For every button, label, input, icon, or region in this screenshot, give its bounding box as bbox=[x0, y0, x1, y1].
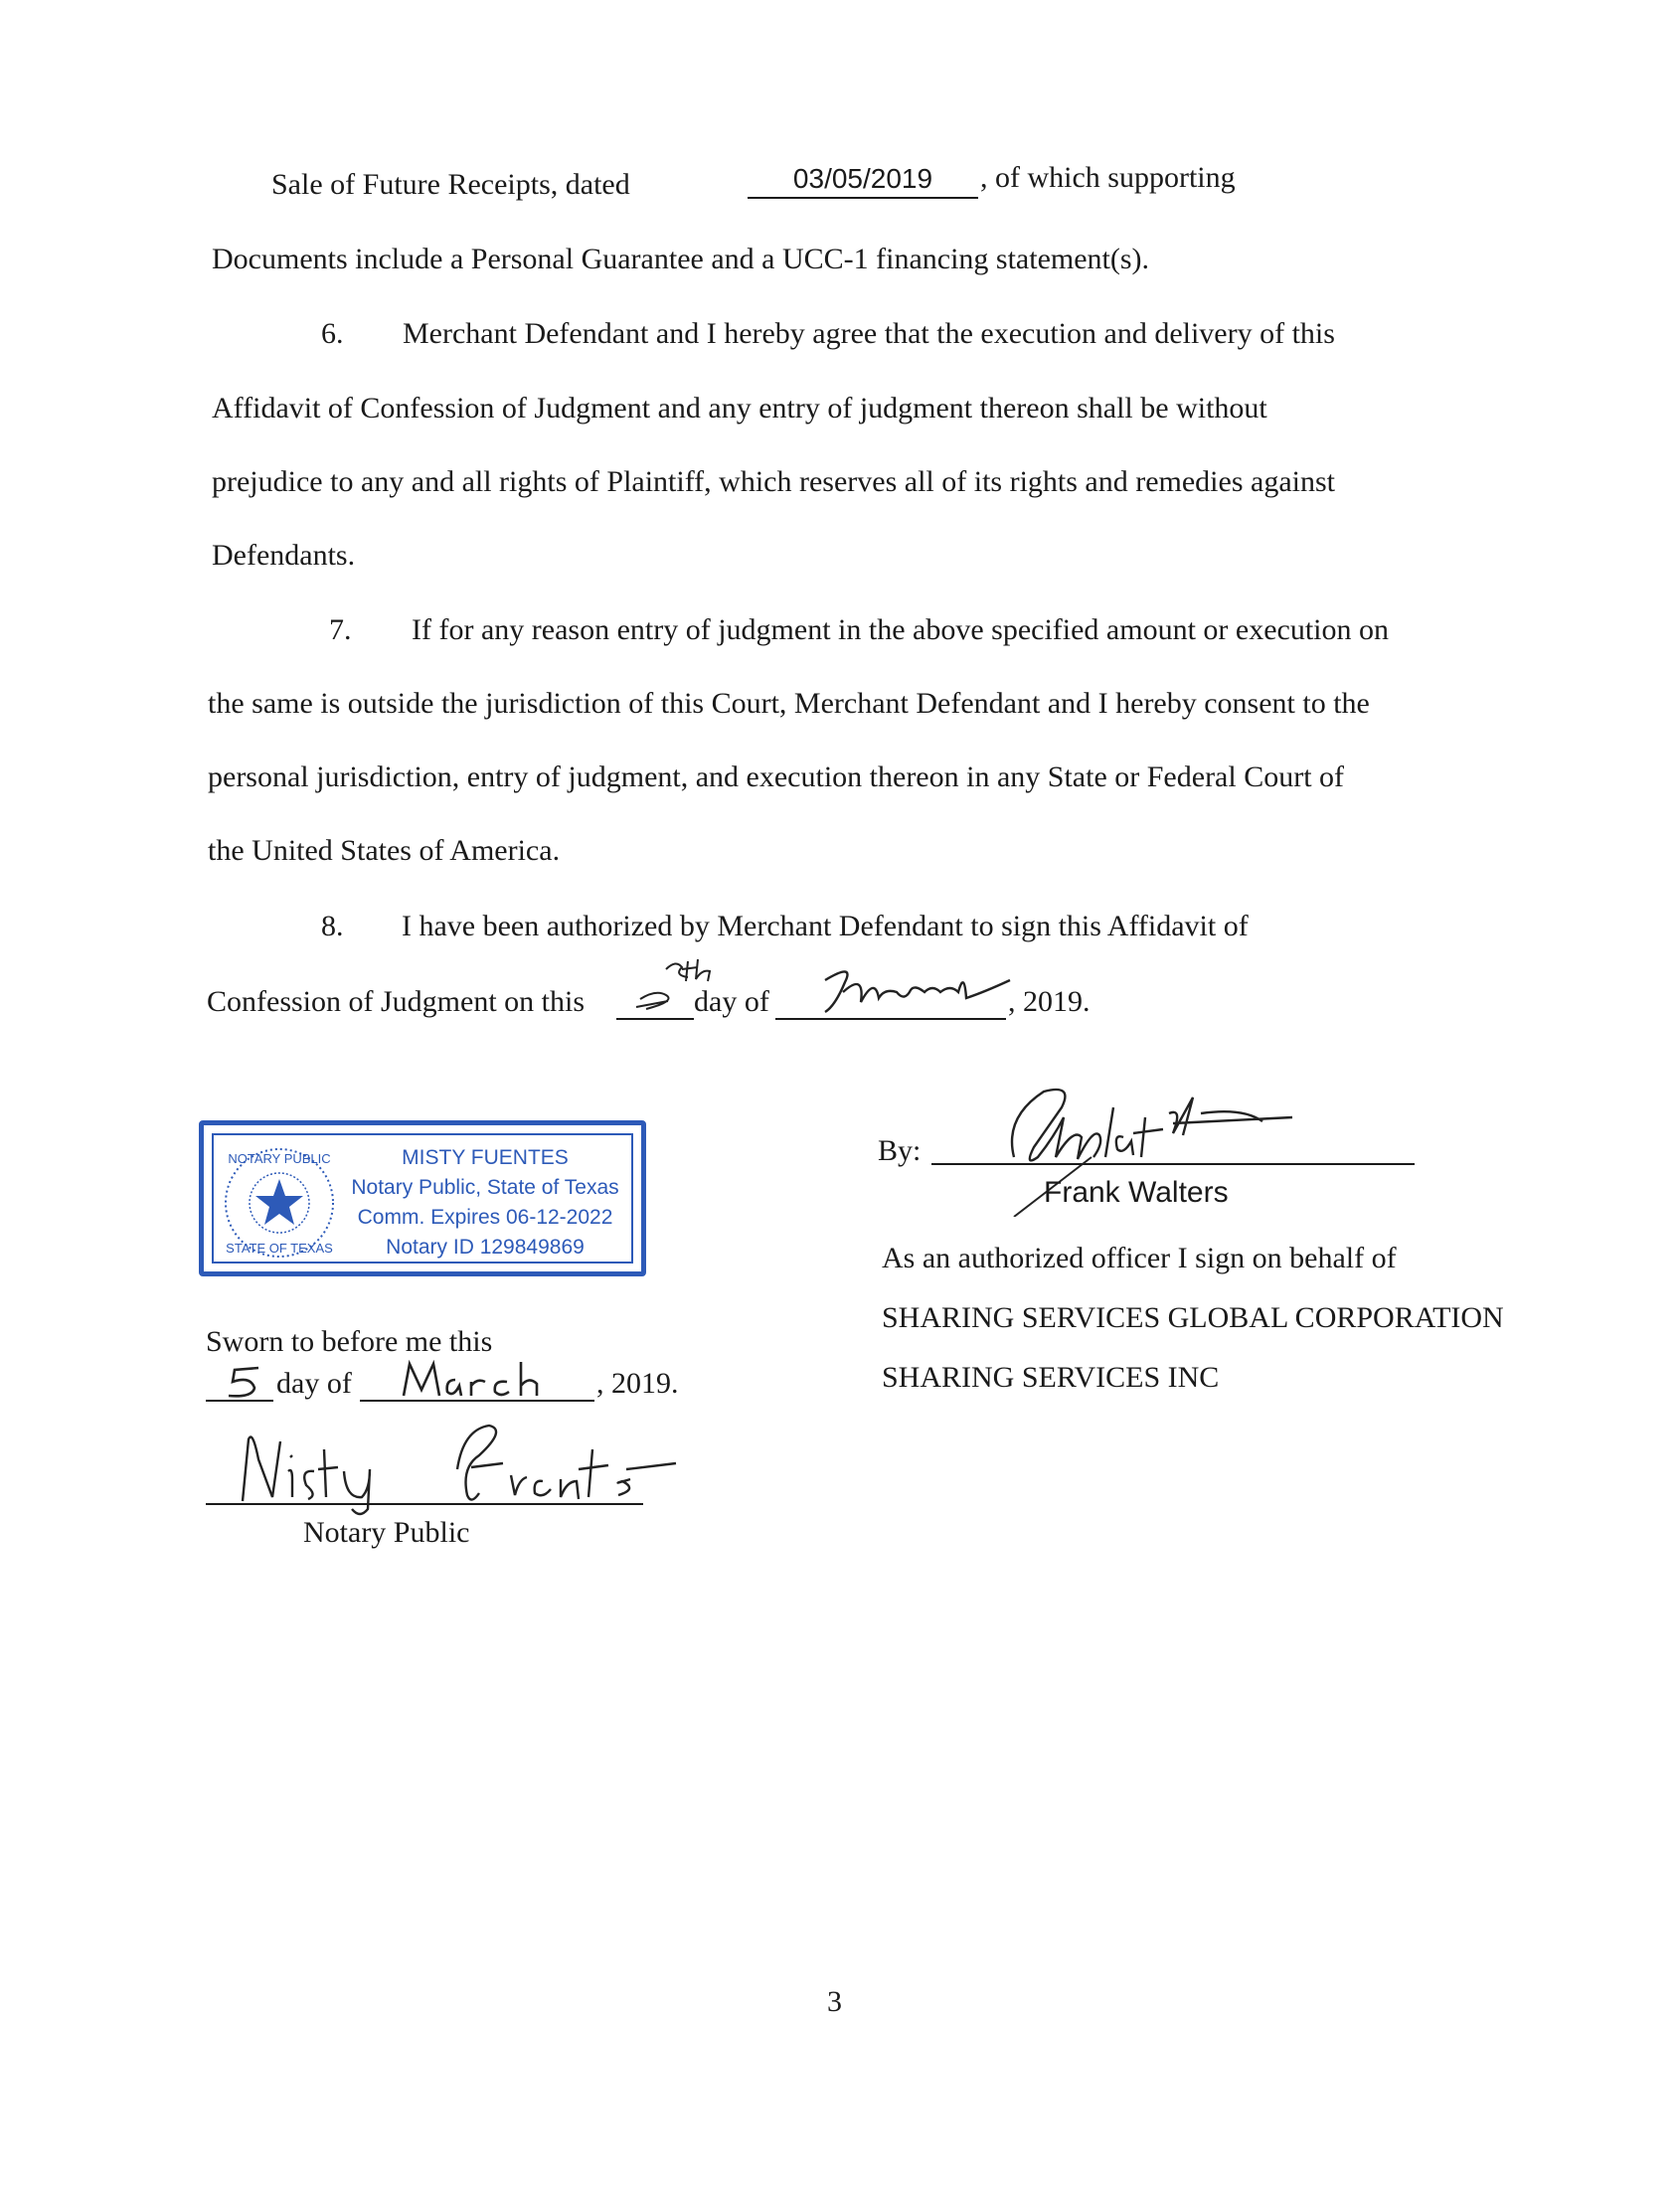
handwritten-month-march bbox=[815, 962, 1034, 1022]
handwritten-day-5th bbox=[626, 949, 736, 1019]
sworn-day-mid: day of bbox=[276, 1367, 352, 1400]
para8-line2-mid: day of bbox=[694, 985, 769, 1018]
para8-line1: I have been authorized by Merchant Defendant to sign this Affidavit of bbox=[402, 910, 1249, 942]
sworn-suffix: , 2019. bbox=[596, 1367, 679, 1400]
by-label: By: bbox=[878, 1134, 922, 1167]
para8-line2-prefix: Confession of Judgment on this bbox=[207, 985, 585, 1018]
dated-value: 03/05/2019 bbox=[792, 163, 933, 194]
para5-line1 bbox=[271, 167, 630, 203]
para7-line1: If for any reason entry of judgment in the above specified amount or execution on bbox=[412, 613, 1390, 646]
notary-name: MISTY FUENTES bbox=[402, 1146, 569, 1169]
para6-number: 6. bbox=[321, 317, 344, 350]
para7-line4: the United States of America. bbox=[208, 834, 561, 867]
notary-stamp-text bbox=[343, 1143, 627, 1263]
signer-company1: SHARING SERVICES GLOBAL CORPORATION bbox=[882, 1301, 1504, 1334]
para8-number: 8. bbox=[321, 910, 344, 942]
notary-public-label: Notary Public bbox=[303, 1516, 470, 1549]
para7-line2: the same is outside the jurisdiction of this Court, Merchant Defendant and I hereby consent to the bbox=[208, 687, 1370, 720]
para5-prefix: Sale of Future Receipts, dated bbox=[271, 168, 630, 201]
para6-line1: Merchant Defendant and I hereby agree that the execution and delivery of this bbox=[403, 317, 1335, 350]
notary-signature-line bbox=[206, 1503, 643, 1505]
para6-line3: prejudice to any and all rights of Plaintiff, which reserves all of its rights and remedies against bbox=[212, 465, 1335, 498]
notary-title: Notary Public, State of Texas bbox=[351, 1176, 619, 1199]
para5-suffix: , of which supporting bbox=[980, 161, 1236, 194]
page-number: 3 bbox=[827, 1985, 842, 2018]
para8-line2-suffix: , 2019. bbox=[1008, 985, 1091, 1018]
para7-line3: personal jurisdiction, entry of judgment, and execution thereon in any State or Federal Court of bbox=[208, 760, 1345, 793]
signer-name: Frank Walters bbox=[1044, 1176, 1229, 1209]
dated-field bbox=[748, 161, 978, 199]
notary-seal-star-icon bbox=[220, 1143, 339, 1263]
notary-stamp-frame bbox=[212, 1133, 633, 1264]
signer-line1: As an authorized officer I sign on behalf of bbox=[882, 1242, 1397, 1274]
para6-line4: Defendants. bbox=[212, 539, 356, 572]
handwritten-sworn-day-5 bbox=[221, 1362, 270, 1402]
handwritten-sworn-month-march bbox=[400, 1358, 579, 1402]
signer-company2: SHARING SERVICES INC bbox=[882, 1361, 1220, 1394]
seal-bottom-text: STATE OF TEXAS bbox=[226, 1241, 333, 1256]
seal-top-text: NOTARY PUBLIC bbox=[228, 1151, 331, 1166]
notary-id: Notary ID 129849869 bbox=[386, 1236, 585, 1259]
sworn-line1: Sworn to before me this bbox=[206, 1325, 493, 1358]
para6-line2: Affidavit of Confession of Judgment and any entry of judgment thereon shall be without bbox=[212, 392, 1267, 424]
para7-number: 7. bbox=[329, 613, 352, 646]
para5-line2: Documents include a Personal Guarantee and a UCC-1 financing statement(s). bbox=[212, 243, 1150, 275]
notary-stamp bbox=[199, 1120, 646, 1276]
notary-expires: Comm. Expires 06-12-2022 bbox=[357, 1206, 613, 1229]
